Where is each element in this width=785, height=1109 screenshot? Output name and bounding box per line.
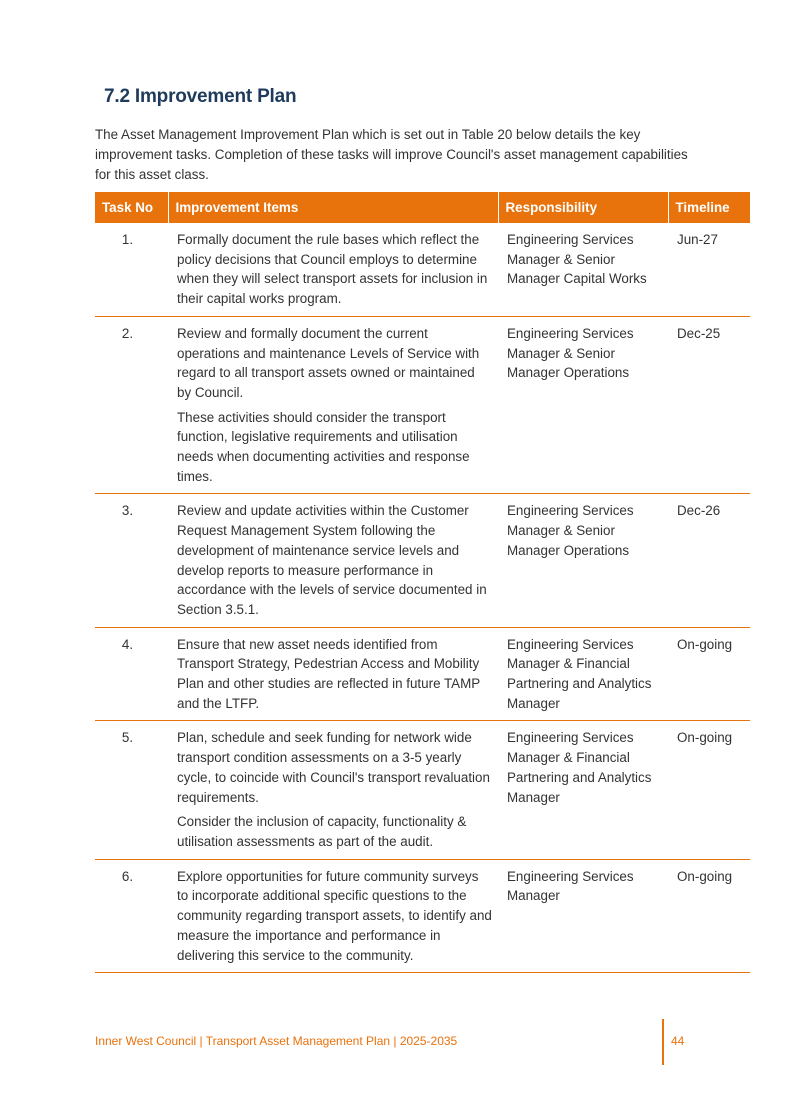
task-no: 3. <box>121 503 134 519</box>
responsibility-cell: Engineering Services Manager & Senior Manager Capital Works <box>498 223 668 316</box>
timeline-cell: Dec-26 <box>668 494 750 627</box>
task-no: 5. <box>121 730 134 746</box>
header-responsibility: Responsibility <box>498 192 668 223</box>
header-timeline: Timeline <box>668 192 750 223</box>
improvement-item-text: Plan, schedule and seek funding for network wide transport condition assessments on a 3-5 yearly cycle, to coincide with Council's transport revaluation requirements. <box>177 730 490 805</box>
task-no-cell <box>95 223 168 316</box>
responsibility-cell: Engineering Services Manager & Financial Partnering and Analytics Manager <box>498 721 668 859</box>
footer-text: Inner West Council | Transport Asset Management Plan | 2025-2035 <box>95 1034 458 1048</box>
responsibility-cell: Engineering Services Manager & Senior Manager Operations <box>498 316 668 494</box>
task-no: 1. <box>121 232 134 247</box>
improvement-plan-table <box>95 192 750 973</box>
table-row <box>95 494 750 627</box>
responsibility-cell: Engineering Services Manager & Financial Partnering and Analytics Manager <box>498 627 668 721</box>
task-no-cell <box>95 721 168 859</box>
improvement-item-cell <box>168 494 498 627</box>
timeline-cell: On-going <box>668 627 750 721</box>
improvement-item-cell <box>168 627 498 721</box>
improvement-item-cell <box>168 721 498 859</box>
task-no-cell <box>95 627 168 721</box>
improvement-item-text: Review and formally document the current operations and maintenance Levels of Service with regard to all transport assets owned or maintained by Council. <box>177 325 480 400</box>
header-task-no: Task No <box>95 192 168 223</box>
intro-paragraph: The Asset Management Improvement Plan which is set out in Table 20 below details the key improvement tasks. Completion of these tasks will improve Council's asset management capabilities for this asset class. <box>95 127 688 182</box>
improvement-item-text: Explore opportunities for future community surveys to incorporate additional specific questions to the community regarding transport assets, to identify and measure the importance and performance in delivering this service to the community. <box>177 868 492 963</box>
improvement-item-text: Consider the inclusion of capacity, functionality & utilisation assessments as part of the audit. <box>177 814 467 849</box>
task-no-cell <box>95 859 168 973</box>
footer-divider <box>662 1019 664 1065</box>
improvement-item-text: Formally document the rule bases which reflect the policy decisions that Council employs to determine when they will select transport assets for inclusion in their capital works program. <box>177 232 488 307</box>
table-row <box>95 223 750 316</box>
task-no-cell <box>95 494 168 627</box>
improvement-item-cell <box>168 223 498 316</box>
table-row <box>95 721 750 859</box>
timeline-cell: On-going <box>668 859 750 973</box>
improvement-item-text: These activities should consider the transport function, legislative requirements and utilisation needs when documenting activities and response times. <box>177 409 470 484</box>
timeline-cell: On-going <box>668 721 750 859</box>
responsibility-cell: Engineering Services Manager <box>498 859 668 973</box>
section-heading: 7.2 Improvement Plan <box>104 86 297 107</box>
improvement-item-text: Ensure that new asset needs identified from Transport Strategy, Pedestrian Access and Mobility Plan and other studies are reflected in future TAMP and the LTFP. <box>177 636 480 711</box>
timeline-cell: Jun-27 <box>668 223 750 316</box>
responsibility-cell: Engineering Services Manager & Senior Manager Operations <box>498 494 668 627</box>
task-no: 6. <box>121 868 134 884</box>
table-row <box>95 627 750 721</box>
task-no-cell <box>95 316 168 494</box>
table-header-row <box>95 192 750 223</box>
task-no: 2. <box>121 325 134 341</box>
header-improvement-items: Improvement Items <box>168 192 498 223</box>
improvement-item-cell <box>168 316 498 494</box>
improvement-item-text: Review and update activities within the Customer Request Management System following the development of maintenance service levels and develop reports to measure performance in accordance with the levels of service documented in Section 3.5.1. <box>177 503 487 617</box>
timeline-cell: Dec-25 <box>668 316 750 494</box>
page-number: 44 <box>671 1034 685 1048</box>
improvement-item-cell <box>168 859 498 973</box>
table-row <box>95 316 750 494</box>
task-no: 4. <box>121 636 134 652</box>
table-row <box>95 859 750 973</box>
